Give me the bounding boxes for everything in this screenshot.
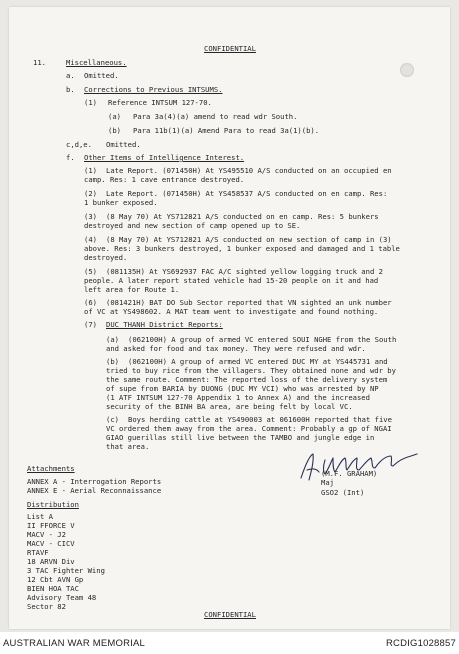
distribution-item: 18 ARVN Div [27, 557, 75, 566]
item-line: 1 bunker exposed. [84, 198, 158, 207]
para-b-b-label: (b) [108, 126, 121, 135]
sub-item-line: Boys herding cattle at YS490003 at 061600H reported that five [128, 415, 392, 424]
para-b-title: Corrections to Previous INTSUMS. [84, 85, 223, 94]
para-b-a-label: (a) [108, 112, 121, 121]
para-cde-label: c,d,e. [66, 140, 92, 149]
para-b-item-num: (1) [84, 98, 97, 107]
sub-item-line: of supe from BARIA by DUONG (DUC MY VCI) who was arrested by NP [106, 384, 379, 393]
item-line: camp. Res: 1 cave entrance destroyed. [84, 175, 245, 184]
district-reports-title: DUC THANH District Reports: [106, 320, 223, 329]
item-line: Late Report. (071450H) At YS458537 A/S conducted on en camp. Res: [106, 189, 388, 198]
sub-item-line: the same route. Comment: The reported loss of the delivery system [106, 375, 388, 384]
distribution-item: 12 Cbt AVN Gp [27, 575, 84, 584]
item-line: destroyed. [84, 253, 128, 262]
item-line: (081135H) At YS692937 FAC A/C sighted yellow logging truck and 2 [106, 267, 383, 276]
distribution-item: RTAVF [27, 548, 49, 557]
signatory-name: (M.F. GRAHAM) [321, 469, 378, 478]
para-b-label: b. [66, 85, 75, 94]
item-line: (8 May 70) At YS712821 A/S conducted on en camp. Res: 5 bunkers [106, 212, 379, 221]
section-title: Miscellaneous. [66, 58, 127, 67]
sub-item-number: (c) [106, 415, 119, 424]
para-b-item-text: Reference INTSUM 127-70. [108, 98, 212, 107]
attachment-item: ANNEX E - Aerial Reconnaissance [27, 486, 162, 495]
distribution-item: BIEN HOA TAC [27, 584, 79, 593]
item-number: (4) [84, 235, 97, 244]
archive-footer [0, 632, 459, 654]
punch-hole [400, 63, 414, 77]
para-b-b-text: Para 11b(1)(a) Amend Para to read 3a(1)(b). [133, 126, 320, 135]
signatory-appointment: GSO2 (Int) [321, 488, 365, 497]
sub-item-line: (062100H) A group of armed VC entered DUC MY at YS445731 and [128, 357, 388, 366]
sub-item-line: tried to buy rice from the villagers. They obtained none and wdr by [106, 366, 396, 375]
item-line: Late Report. (071450H) At YS495510 A/S conducted on an occupied en [106, 166, 392, 175]
para-f-title: Other Items of Intelligence Interest. [84, 153, 245, 162]
distribution-item: List A [27, 512, 53, 521]
sub-item-line: (1 ATF INTSUM 127-70 Appendix 1 to Annex A) and the increased [106, 393, 370, 402]
sub-item-line: VC ordered them away from the area. Comment: Probably a gp of NGAI [106, 424, 392, 433]
item-line: destroyed and new section of camp opened up to SE. [84, 221, 301, 230]
para-b-a-text: Para 3a(4)(a) amend to read wdr South. [133, 112, 298, 121]
item-number: (7) [84, 320, 97, 329]
item-line: (081421H) BAT DO Sub Sector reported that VN sighted an unk number [106, 298, 392, 307]
classification-header: CONFIDENTIAL [204, 44, 256, 53]
para-f-label: f. [66, 153, 75, 162]
item-line: of VC at YS498602. A MAT team went to investigate and found nothing. [84, 307, 379, 316]
attachment-item: ANNEX A - Interrogation Reports [27, 477, 162, 486]
item-line: above. Res: 3 bunkers destroyed, 1 bunker exposed and damaged and 1 table [84, 244, 400, 253]
sub-item-number: (b) [106, 357, 119, 366]
para-a-text: Omitted. [84, 71, 119, 80]
sub-item-line: that area. [106, 442, 150, 451]
item-number: (5) [84, 267, 97, 276]
attachments-title: Attachments [27, 464, 75, 473]
distribution-item: Advisory Team 48 [27, 593, 97, 602]
classification-footer: CONFIDENTIAL [204, 610, 256, 619]
distribution-item: II FFORCE V [27, 521, 75, 530]
item-line: (8 May 70) At YS712821 A/S conducted on new section of camp in (3) [106, 235, 392, 244]
distribution-title: Distribution [27, 500, 79, 509]
archive-name: AUSTRALIAN WAR MEMORIAL [3, 638, 146, 649]
signatory-rank: Maj [321, 478, 334, 487]
item-line: people. A later report stated vehicle had 15-20 people on it and had [84, 276, 379, 285]
sub-item-number: (a) [106, 335, 119, 344]
section-number: 11. [33, 58, 46, 67]
distribution-item: MACV - CICV [27, 539, 75, 548]
distribution-item: Sector 82 [27, 602, 66, 611]
item-number: (6) [84, 298, 97, 307]
sub-item-line: and asked for food and tax money. They were refused and wdr. [106, 344, 366, 353]
document-page [9, 7, 450, 629]
para-cde-text: Omitted. [106, 140, 141, 149]
item-line: left area for Route 1. [84, 285, 180, 294]
sub-item-line: GIAO guerillas still live between the TAMBO and jungle edge in [106, 433, 375, 442]
sub-item-line: (062100H) A group of armed VC entered SOUI NGHE from the South [128, 335, 397, 344]
sub-item-line: security of the BINH BA area, are being felt by local VC. [106, 402, 353, 411]
item-number: (2) [84, 189, 97, 198]
distribution-item: 3 TAC Fighter Wing [27, 566, 105, 575]
archive-reference: RCDIG1028857 [386, 638, 456, 649]
distribution-item: MACV - J2 [27, 530, 66, 539]
item-number: (1) [84, 166, 97, 175]
para-a-label: a. [66, 71, 75, 80]
item-number: (3) [84, 212, 97, 221]
